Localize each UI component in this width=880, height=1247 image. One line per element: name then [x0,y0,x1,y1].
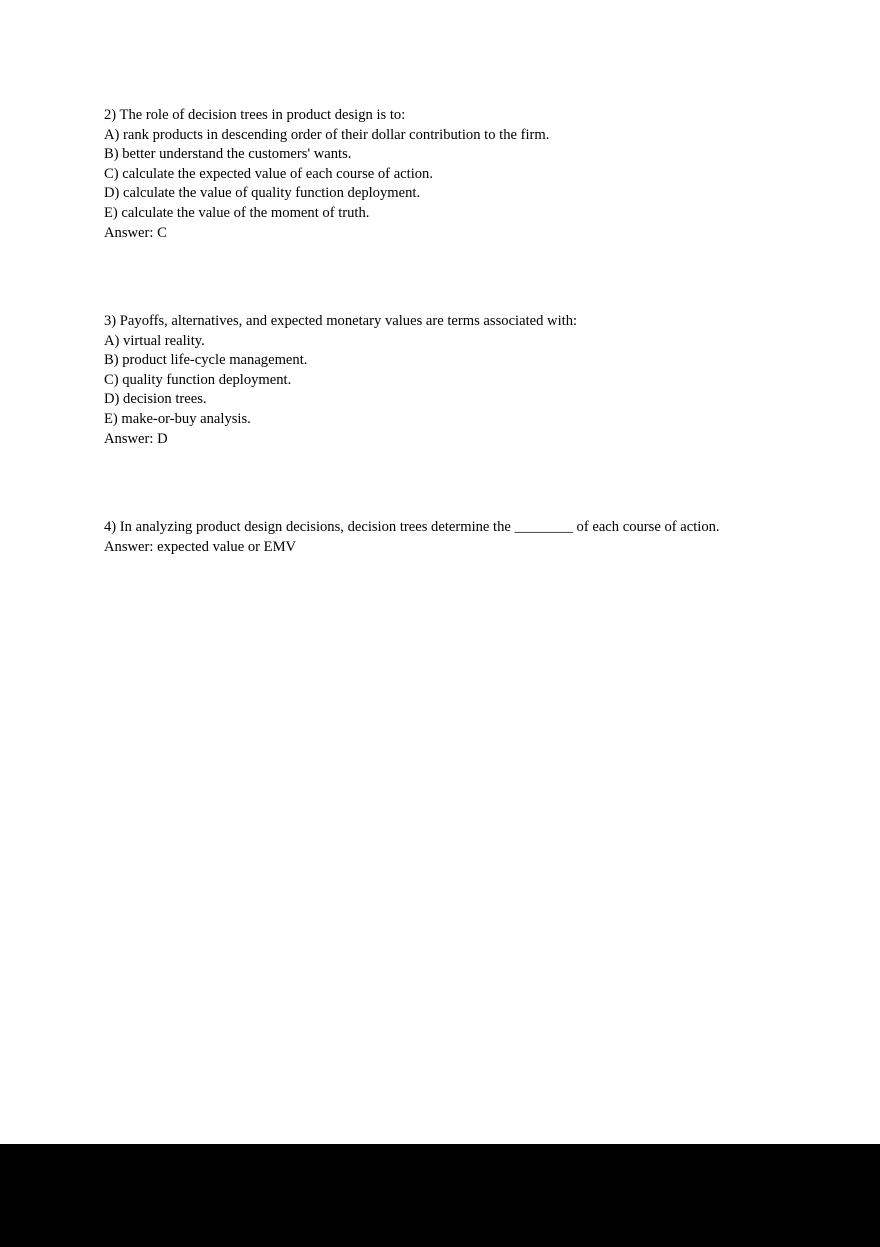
answer: Answer: expected value or EMV [104,538,297,555]
question-stem: 2) The role of decision trees in product design is to: [104,107,406,123]
option-d: D) calculate the value of quality function deployment. [104,185,421,202]
question-stem: 3) Payoffs, alternatives, and expected monetary values are terms associated with: [104,313,578,329]
bottom-black-band [0,1144,880,1247]
option-c: C) quality function deployment. [104,371,292,388]
answer: Answer: C [104,224,167,241]
option-e: E) make-or-buy analysis. [104,410,251,427]
option-d: D) decision trees. [104,391,207,408]
answer: Answer: D [104,430,168,447]
option-c: C) calculate the expected value of each course of action. [104,165,434,182]
option-b: B) product life-cycle management. [104,352,308,369]
option-a: A) virtual reality. [104,332,205,349]
question-3 [104,312,577,449]
question-stem: 4) In analyzing product design decisions, decision trees determine the ________ of each course of action. [104,519,720,535]
option-b: B) better understand the customers' wants. [104,146,352,163]
option-a: A) rank products in descending order of their dollar contribution to the firm. [104,126,550,143]
question-4 [104,518,720,557]
question-2 [104,106,549,243]
option-e: E) calculate the value of the moment of truth. [104,204,370,221]
